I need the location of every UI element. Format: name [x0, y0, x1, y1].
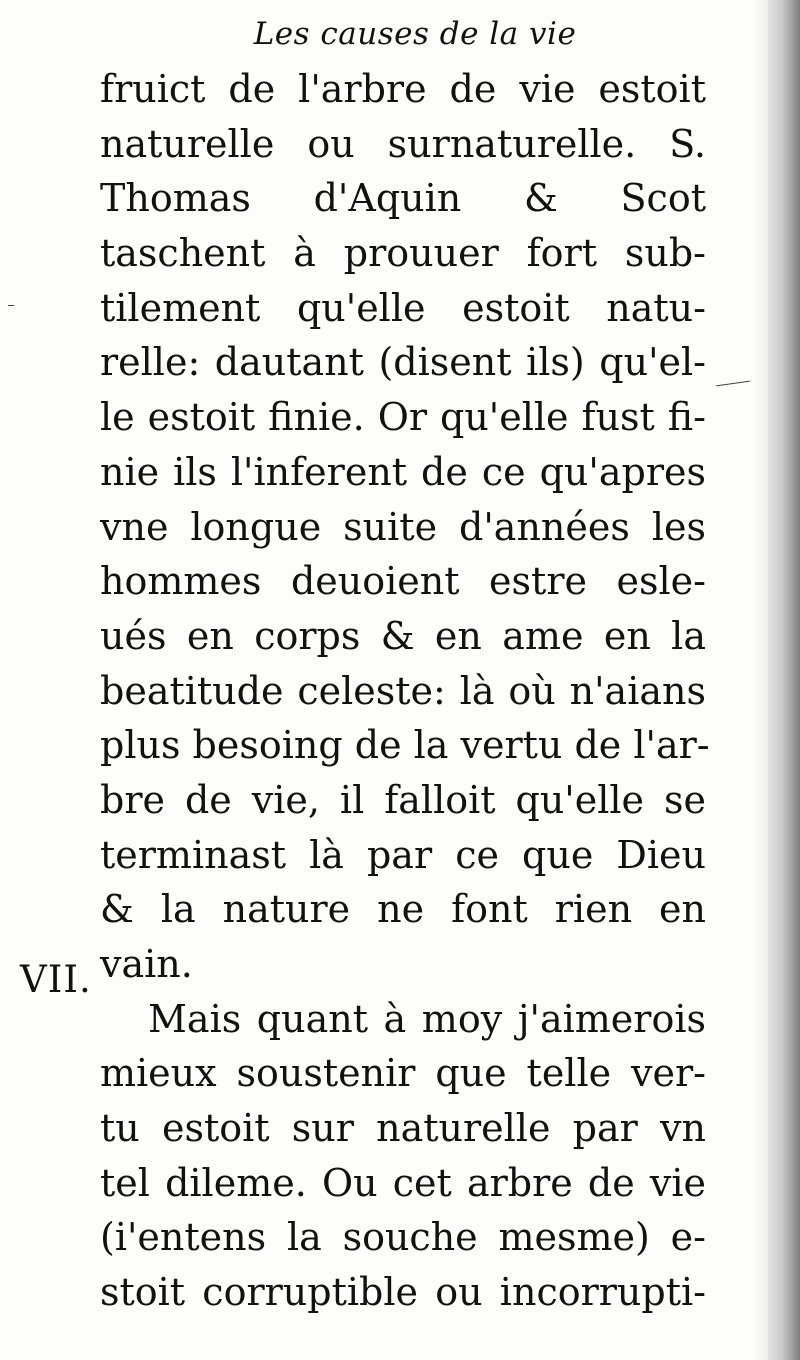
text-line: & la nature ne font rien en — [100, 887, 706, 932]
text-line: (i'entens la souche mesme) e- — [100, 1215, 706, 1260]
text-line: taschent à prouuer fort sub- — [100, 231, 706, 276]
body-text — [100, 62, 710, 1320]
text-line: ués en corps & en ame en la — [100, 613, 706, 658]
section-number: VII. — [20, 958, 92, 1001]
text-line: stoit corruptible ou incorrupti- — [100, 1270, 706, 1315]
binding-gutter — [768, 0, 800, 1360]
text-line: le estoit finie. Or qu'elle fust fi- — [100, 395, 706, 440]
text-line: mieux soustenir que telle ver- — [100, 1051, 706, 1096]
text-line: plus besoing de la vertu de l'ar- — [100, 723, 710, 768]
text-line: hommes deuoient estre esle- — [100, 559, 706, 604]
text-line: Thomas d'Aquin & Scot — [100, 176, 706, 221]
text-line: tel dileme. Ou cet arbre de vie — [100, 1160, 706, 1205]
margin-speck — [716, 381, 750, 387]
text-line: tu estoit sur naturelle par vn — [100, 1106, 706, 1151]
gutter-shadow — [754, 0, 768, 1360]
text-line: terminast là par ce que Dieu — [100, 832, 706, 877]
text-line: relle: dautant (disent ils) qu'el- — [100, 340, 706, 385]
margin-speck — [8, 305, 14, 306]
text-line: fruict de l'arbre de vie estoit — [100, 67, 706, 111]
text-line: nie ils l'inferent de ce qu'apres — [100, 449, 706, 494]
running-header: Les causes de la vie — [253, 16, 577, 52]
text-line: vne longue suite d'années les — [100, 504, 706, 549]
text-line: bre de vie, il falloit qu'elle se — [100, 777, 706, 822]
text-line: Mais quant à moy j'aimerois — [148, 996, 706, 1041]
text-line: beatitude celeste: là où n'aians — [100, 668, 706, 713]
text-line: tilement qu'elle estoit natu- — [100, 285, 706, 330]
text-line: vain. — [100, 942, 193, 986]
text-line: naturelle ou surnaturelle. S. — [100, 121, 706, 166]
